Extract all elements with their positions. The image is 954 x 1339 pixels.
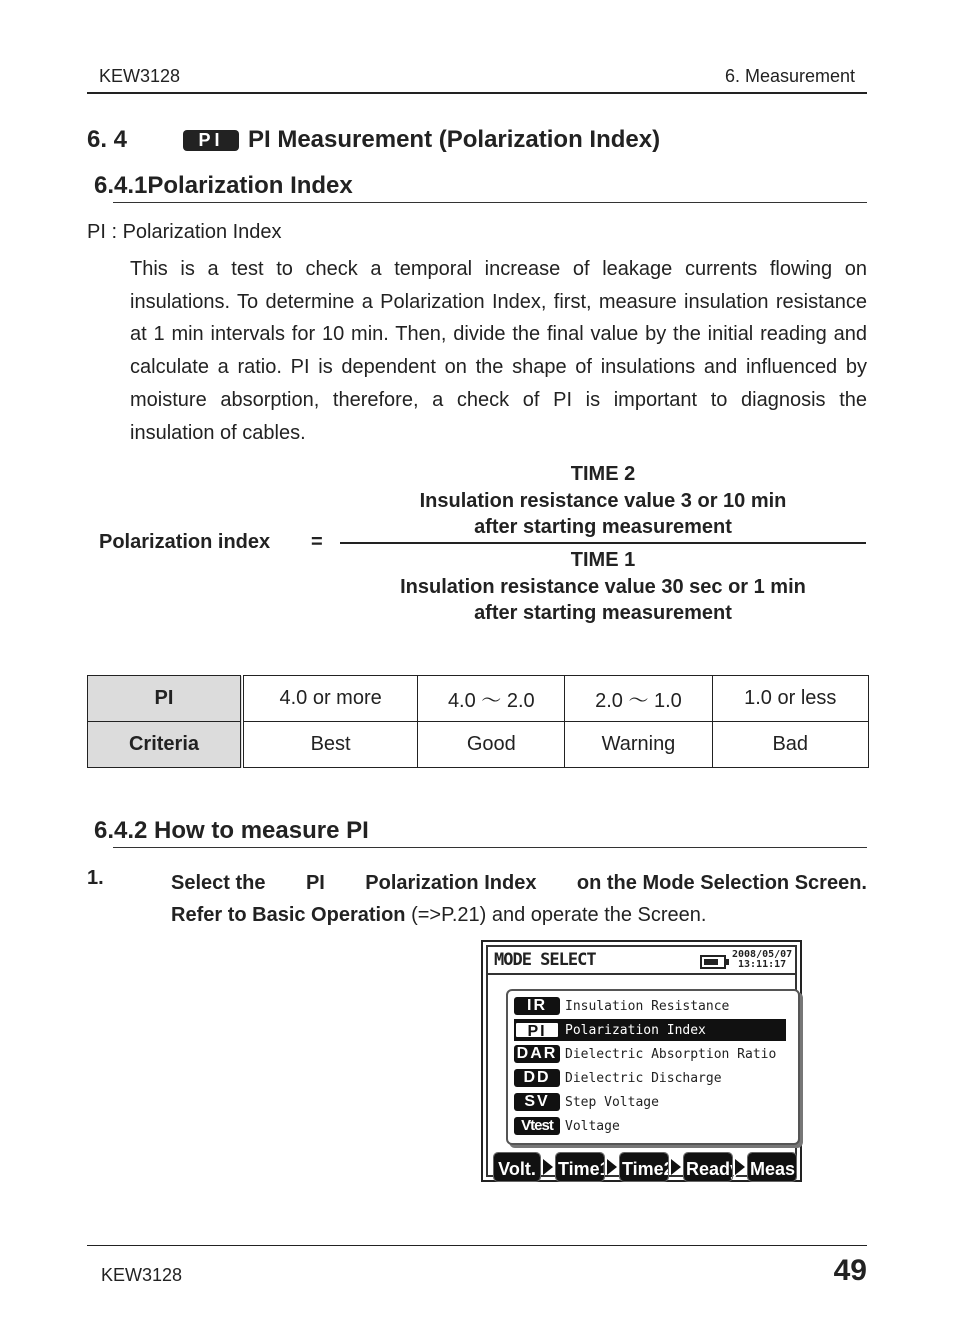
mode-item-dar[interactable] <box>514 1043 786 1065</box>
denominator-line: TIME 1 <box>570 549 636 571</box>
table-cell: 4.0 or more <box>242 676 418 722</box>
table-cell: Warning <box>565 722 712 768</box>
mode-list <box>506 989 800 1145</box>
mode-item-pi[interactable] <box>514 1019 786 1041</box>
mode-code: Vtest <box>514 1117 560 1135</box>
subsection-rule <box>113 202 867 203</box>
mode-code: DD <box>514 1069 560 1087</box>
step-word: on the Mode Selection Screen. <box>576 872 867 894</box>
step-word: Polarization Index <box>365 872 537 894</box>
table-cell: Best <box>242 722 418 768</box>
ready-button[interactable]: Ready <box>684 1153 732 1181</box>
mode-code: PI <box>514 1021 560 1039</box>
header-chapter: 6. Measurement <box>724 66 855 86</box>
arrow-right-icon <box>671 1159 681 1175</box>
table-cell: 2.0 ～ 1.0 <box>565 676 712 722</box>
device-title: MODE SELECT <box>494 950 596 970</box>
table-cell: Bad <box>712 722 868 768</box>
numerator-line: TIME 2 <box>570 463 636 485</box>
subsection-rule <box>113 847 867 848</box>
function-buttons <box>494 1153 801 1181</box>
section-title <box>87 126 660 154</box>
pi-badge: PI <box>183 130 239 151</box>
device-date: 2008/05/07 <box>732 949 793 960</box>
table-cell: 4.0 ～ 2.0 <box>418 676 565 722</box>
footer-rule <box>87 1245 867 1246</box>
device-datetime <box>732 950 792 970</box>
row-header: PI <box>88 676 243 722</box>
section-number: 6. 4 <box>87 126 128 153</box>
step-reference: Refer to Basic Operation <box>171 904 406 926</box>
denominator-line: after starting measurement <box>474 602 732 624</box>
volt-button[interactable]: Volt. <box>494 1153 540 1181</box>
criteria-table <box>87 675 869 768</box>
device-screen <box>481 940 802 1182</box>
step-word: Select the <box>171 872 266 894</box>
mode-item-vtest[interactable] <box>514 1115 786 1137</box>
mode-item-dd[interactable] <box>514 1067 786 1089</box>
page-number: 49 <box>833 1254 867 1287</box>
step-number: 1. <box>87 867 104 889</box>
subsection-title-polarization-index: 6.4.1Polarization Index <box>94 172 353 199</box>
mode-name: Dielectric Discharge <box>565 1070 722 1086</box>
time2-button[interactable]: Time2 <box>620 1153 668 1181</box>
arrow-right-icon <box>607 1159 617 1175</box>
subsection-title-how-to-measure: 6.4.2 How to measure PI <box>94 817 369 844</box>
table-row <box>88 676 869 722</box>
mode-item-ir[interactable] <box>514 995 786 1017</box>
meas-button[interactable]: Meas. <box>748 1153 796 1181</box>
mode-name: Step Voltage <box>565 1094 659 1110</box>
step-word: PI <box>305 872 325 894</box>
formula-denominator <box>340 547 866 627</box>
numerator-line: Insulation resistance value 3 or 10 min <box>419 489 787 512</box>
table-cell: Good <box>418 722 565 768</box>
mode-code: DAR <box>514 1045 560 1063</box>
formula-label: Polarization index <box>99 531 271 553</box>
title-divider <box>488 973 795 975</box>
fraction-bar <box>340 542 866 544</box>
formula-numerator <box>340 461 866 541</box>
mode-code: IR <box>514 997 560 1015</box>
arrow-right-icon <box>735 1159 745 1175</box>
table-row <box>88 722 869 768</box>
numerator-line: after starting measurement <box>474 516 732 538</box>
footer-model: KEW3128 <box>101 1265 183 1285</box>
header-model: KEW3128 <box>99 66 181 86</box>
description-paragraph: This is a test to check a temporal increase of leakage currents flowing on insulations. To determine a Polarization Index, first, measure insulation resistance at 1 min intervals for 10 min. Then, divide the final value by the initial reading and calculate a ratio. PI is dependent on the shape of insulations and influenced by moisture absorption, therefore, a check of PI is important to diagnosis the insulation of cables. <box>130 258 867 444</box>
denominator-line: Insulation resistance value 30 sec or 1 min <box>400 575 806 598</box>
mode-name: Polarization Index <box>565 1022 706 1038</box>
mode-name: Dielectric Absorption Ratio <box>565 1046 777 1062</box>
formula-equals: = <box>311 531 323 553</box>
battery-icon <box>700 955 726 969</box>
table-cell: 1.0 or less <box>712 676 868 722</box>
header-rule <box>87 92 867 94</box>
step-instruction: (=>P.21) and operate the Screen. <box>405 904 707 926</box>
mode-code: SV <box>514 1093 560 1111</box>
section-title-text: PI Measurement (Polarization Index) <box>248 126 661 153</box>
mode-name: Voltage <box>565 1118 620 1134</box>
pi-definition: PI : Polarization Index <box>87 221 282 243</box>
device-time: 13:11:17 <box>738 959 787 970</box>
row-header: Criteria <box>88 722 243 768</box>
mode-name: Insulation Resistance <box>565 998 730 1014</box>
arrow-right-icon <box>543 1159 553 1175</box>
mode-item-sv[interactable] <box>514 1091 786 1113</box>
step-text <box>171 867 867 931</box>
time1-button[interactable]: Time1 <box>556 1153 604 1181</box>
